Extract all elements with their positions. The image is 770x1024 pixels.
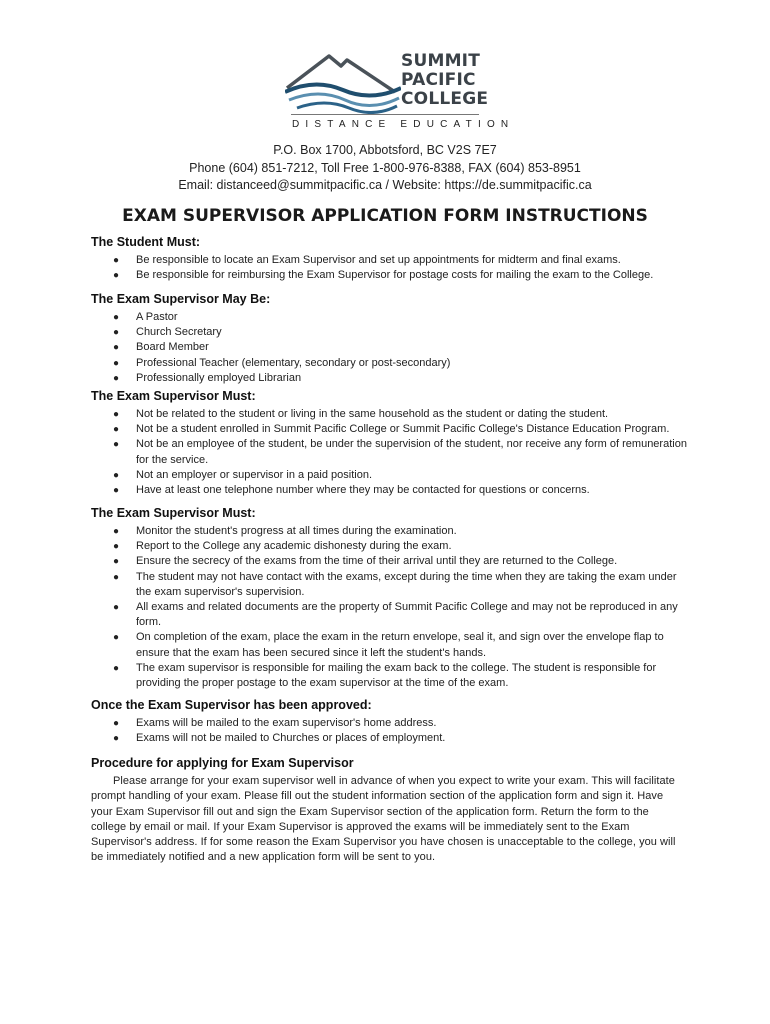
section-heading: Procedure for applying for Exam Supervisor <box>91 756 354 770</box>
list-item: ● Report to the College any academic dishonesty during the exam. <box>91 539 691 554</box>
bullet-list <box>91 253 691 283</box>
page-title: EXAM SUPERVISOR APPLICATION FORM INSTRUCTIONS <box>122 206 648 226</box>
bullet-icon: ● <box>113 571 120 583</box>
list-item: ● Not be related to the student or living in the same household as the student or dating the student. <box>91 407 691 422</box>
section-student-must <box>91 234 691 283</box>
mountain-wave-emblem-icon <box>285 48 401 114</box>
section-heading: Once the Exam Supervisor has been approved: <box>91 698 372 712</box>
bullet-icon: ● <box>113 526 120 537</box>
bullet-icon: ● <box>113 556 120 568</box>
section-heading: The Exam Supervisor Must: <box>91 389 256 403</box>
list-item: ● Exams will not be mailed to Churches or places of employment. <box>91 731 691 746</box>
bullet-list <box>91 407 691 498</box>
list-item: ● Not an employer or supervisor in a paid position. <box>91 468 691 483</box>
bullet-icon: ● <box>113 357 120 369</box>
list-item: ● Not be a student enrolled in Summit Pacific College or Summit Pacific College's Distance Education Program. <box>91 422 691 437</box>
list-item: ● A Pastor <box>91 310 691 325</box>
list-item: ● Professional Teacher (elementary, secondary or post-secondary) <box>91 356 691 371</box>
logo-line-3: COLLEGE <box>401 89 489 109</box>
list-item: ● The exam supervisor is responsible for mailing the exam back to the college. The student is responsible for providing the proper postage to the exam supervisor at the time of the exam. <box>113 661 657 690</box>
bullet-icon: ● <box>113 372 120 384</box>
list-item: ● Board Member <box>91 340 691 355</box>
list-item: ● Monitor the student's progress at all times during the examination. <box>91 524 691 539</box>
bullet-list <box>91 524 691 691</box>
bullet-icon: ● <box>113 439 120 451</box>
bullet-icon: ● <box>113 541 120 553</box>
logo-line-1: SUMMIT <box>401 51 481 71</box>
contact-block <box>0 142 770 195</box>
bullet-icon: ● <box>113 342 120 354</box>
logo-wordmark <box>401 52 488 109</box>
section-once-approved <box>91 697 691 746</box>
logo-subtitle: DISTANCE EDUCATION <box>292 119 515 130</box>
bullet-icon: ● <box>113 662 120 674</box>
bullet-icon: ● <box>113 255 120 266</box>
bullet-icon: ● <box>113 733 120 745</box>
bullet-icon: ● <box>113 632 120 644</box>
bullet-icon: ● <box>113 327 120 339</box>
email-website-line: Email: distanceed@summitpacific.ca / Website: https://de.summitpacific.ca <box>178 178 592 192</box>
bullet-list <box>91 310 691 386</box>
list-item: ● Ensure the secrecy of the exams from the time of their arrival until they are returned to the College. <box>91 554 691 569</box>
section-procedure <box>91 755 681 866</box>
logo-divider <box>291 114 479 115</box>
bullet-icon: ● <box>113 270 120 282</box>
section-supervisor-must-not <box>91 388 691 498</box>
address-line: P.O. Box 1700, Abbotsford, BC V2S 7E7 <box>273 143 497 157</box>
bullet-icon: ● <box>113 424 120 436</box>
section-heading: The Exam Supervisor May Be: <box>91 292 271 306</box>
bullet-icon: ● <box>113 718 120 729</box>
bullet-icon: ● <box>113 312 120 323</box>
bullet-icon: ● <box>113 485 120 497</box>
list-item: ● All exams and related documents are the property of Summit Pacific College and may not be reproduced in any form. <box>113 601 678 629</box>
bullet-icon: ● <box>113 602 120 614</box>
college-logo <box>285 48 515 134</box>
list-item: ● Have at least one telephone number where they may be contacted for questions or concerns. <box>91 483 691 498</box>
list-item: ● The student may not have contact with the exams, except during the time when they are taking the exam under the exam supervisor's supervision. <box>113 570 677 598</box>
bullet-icon: ● <box>113 469 120 481</box>
section-heading: The Exam Supervisor Must: <box>91 506 256 520</box>
section-supervisor-may-be <box>91 291 691 386</box>
bullet-list <box>91 716 691 746</box>
list-item: ● On completion of the exam, place the exam in the return envelope, seal it, and sign over the envelope flap to ensure that the exam has been secured since it left the student's hands. <box>113 631 664 659</box>
section-heading: The Student Must: <box>91 235 201 249</box>
bullet-icon: ● <box>113 409 120 420</box>
list-item: ● Exams will be mailed to the exam supervisor's home address. <box>91 716 691 731</box>
list-item: ● Professionally employed Librarian <box>91 371 691 386</box>
logo-line-2: PACIFIC <box>401 70 476 90</box>
procedure-paragraph: Please arrange for your exam supervisor well in advance of when you expect to write your exam. This will facilitate prompt handling of your exam. Please fill out the student information section of the application form and sign it. Have your Exam Supervisor fill out and sign the Exam Supervisor section of the application form. Return the form to the college by email or mail. If your Exam Supervisor is approved the exams will be immediately sent to the Exam Supervisor's address. If for some reason the Exam Supervisor you have chosen is unacceptable to the college, you will be immediately notified and a new application form will be sent to you. <box>91 775 676 864</box>
phone-line: Phone (604) 851-7212, Toll Free 1-800-976-8388, FAX (604) 853-8951 <box>189 160 581 175</box>
list-item: ● Be responsible for reimbursing the Exam Supervisor for postage costs for mailing the exam to the College. <box>91 268 691 283</box>
list-item: ● Not be an employee of the student, be under the supervision of the student, nor receive any form of remuneration for the service. <box>113 438 687 466</box>
list-item: ● Be responsible to locate an Exam Supervisor and set up appointments for midterm and final exams. <box>91 253 691 268</box>
list-item: ● Church Secretary <box>91 325 691 340</box>
section-supervisor-duties <box>91 505 691 691</box>
